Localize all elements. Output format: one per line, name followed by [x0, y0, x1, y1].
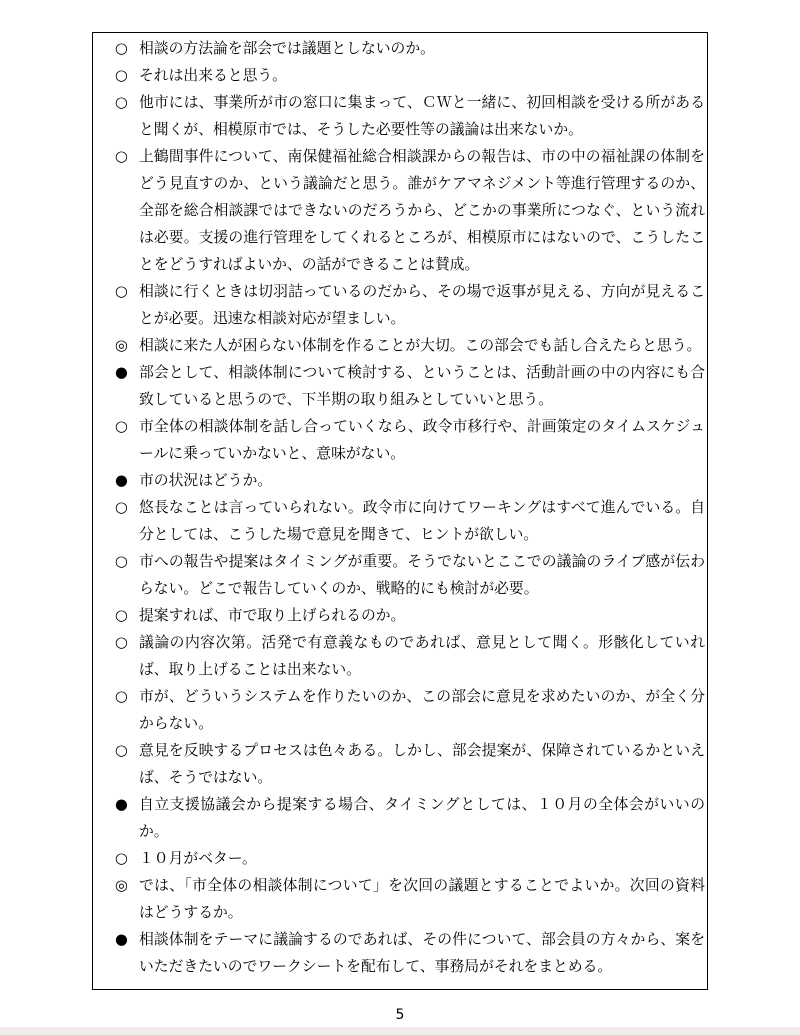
entry-text: 自立支援協議会から提案する場合、タイミングとしては、１０月の全体会がいいのか。 — [139, 796, 705, 840]
minutes-entry — [115, 548, 705, 602]
entry-text: 相談に行くときは切羽詰っているのだから、その場で返事が見える、方向が見えることが必要。迅速な相談対応が望ましい。 — [139, 283, 705, 327]
entry-text: 部会として、相談体制について検討する、ということは、活動計画の中の内容にも合致していると思うので、下半期の取り組みとしていいと思う。 — [139, 364, 705, 408]
entry-text: 上鶴間事件について、南保健福祉総合相談課からの報告は、市の中の福祉課の体制をどう見直すのか、という議論だと思う。誰がケアマネジメント等進行管理するのか、全部を総合相談課ではできないのだろうから、どこかの事業所につなぐ、という流れは必要。支援の進行管理をしてくれるところが、相模原市にはないので、こうしたことをどうすればよいか、の話ができることは賛成。 — [139, 148, 705, 273]
speaker-mark: ○ — [115, 40, 128, 57]
speaker-mark: ○ — [115, 850, 128, 867]
entry-text: 意見を反映するプロセスは色々ある。しかし、部会提案が、保障されているかといえば、そうではない。 — [139, 742, 705, 786]
speaker-mark: ● — [115, 364, 128, 381]
minutes-entry — [115, 791, 705, 845]
minutes-entry — [115, 359, 705, 413]
minutes-entry — [115, 413, 705, 467]
speaker-mark: ◎ — [115, 337, 128, 354]
entry-text: 他市には、事業所が市の窓口に集まって、ＣＷと一緒に、初回相談を受ける所があると聞くが、相模原市では、そうした必要性等の議論は出来ないか。 — [139, 94, 705, 138]
minutes-entry — [115, 926, 705, 980]
entry-text: 議論の内容次第。活発で有意義なものであれば、意見として聞く。形骸化していれば、取り上げることは出来ない。 — [139, 634, 705, 678]
speaker-mark: ○ — [115, 148, 128, 165]
entry-text: 相談の方法論を部会では議題としないのか。 — [139, 40, 435, 57]
speaker-mark: ○ — [115, 499, 128, 516]
page-number: 5 — [395, 1007, 405, 1023]
minutes-entry — [115, 872, 705, 926]
speaker-mark: ◎ — [115, 877, 128, 894]
speaker-mark: ○ — [115, 742, 128, 759]
minutes-entry — [115, 683, 705, 737]
speaker-mark: ○ — [115, 553, 128, 570]
entry-text: では、「市全体の相談体制について」を次回の議題とすることでよいか。次回の資料はどうするか。 — [139, 877, 705, 921]
minutes-entry — [115, 35, 705, 62]
entry-text: 提案すれば、市で取り上げられるのか。 — [139, 607, 406, 624]
entry-text: 市全体の相談体制を話し合っていくなら、政令市移行や、計画策定のタイムスケジュールに乗っていかないと、意味がない。 — [139, 418, 705, 462]
speaker-mark: ○ — [115, 634, 128, 651]
speaker-mark: ○ — [115, 688, 128, 705]
minutes-frame — [92, 32, 708, 990]
speaker-mark: ○ — [115, 94, 128, 111]
speaker-mark: ○ — [115, 67, 128, 84]
entry-text: 市の状況はどうか。 — [139, 472, 273, 489]
minutes-entry — [115, 467, 705, 494]
minutes-entry — [115, 89, 705, 143]
entry-text: 悠長なことは言っていられない。政令市に向けてワーキングはすべて進んでいる。自分としては、こうした場で意見を聞きて、ヒントが欲しい。 — [139, 499, 705, 543]
minutes-entry — [115, 602, 705, 629]
entry-text: 相談に来た人が困らない体制を作ることが大切。この部会でも話し合えたらと思う。 — [139, 337, 702, 354]
speaker-mark: ○ — [115, 607, 128, 624]
speaker-mark: ○ — [115, 418, 128, 435]
entry-text: それは出来ると思う。 — [139, 67, 287, 84]
entry-text: 市が、どういうシステムを作りたいのか、この部会に意見を求めたいのか、が全く分からない。 — [139, 688, 705, 732]
minutes-entry — [115, 737, 705, 791]
speaker-mark: ○ — [115, 283, 128, 300]
viewer-bottom-band — [0, 1027, 800, 1035]
minutes-entry — [115, 629, 705, 683]
minutes-entry — [115, 143, 705, 278]
entry-text: 市への報告や提案はタイミングが重要。そうでないとここでの議論のライブ感が伝わらない。どこで報告していくのか、戦略的にも検討が必要。 — [139, 553, 705, 597]
entry-text: 相談体制をテーマに議論するのであれば、その件について、部会員の方々から、案をいただきたいのでワークシートを配布して、事務局がそれをまとめる。 — [139, 931, 705, 975]
entry-text: １０月がベター。 — [139, 850, 257, 867]
speaker-mark: ● — [115, 796, 128, 813]
speaker-mark: ● — [115, 931, 128, 948]
minutes-entry — [115, 845, 705, 872]
minutes-entry — [115, 494, 705, 548]
speaker-mark: ● — [115, 472, 128, 489]
minutes-entry — [115, 62, 705, 89]
minutes-entry — [115, 332, 705, 359]
minutes-entries — [115, 35, 705, 980]
minutes-entry — [115, 278, 705, 332]
